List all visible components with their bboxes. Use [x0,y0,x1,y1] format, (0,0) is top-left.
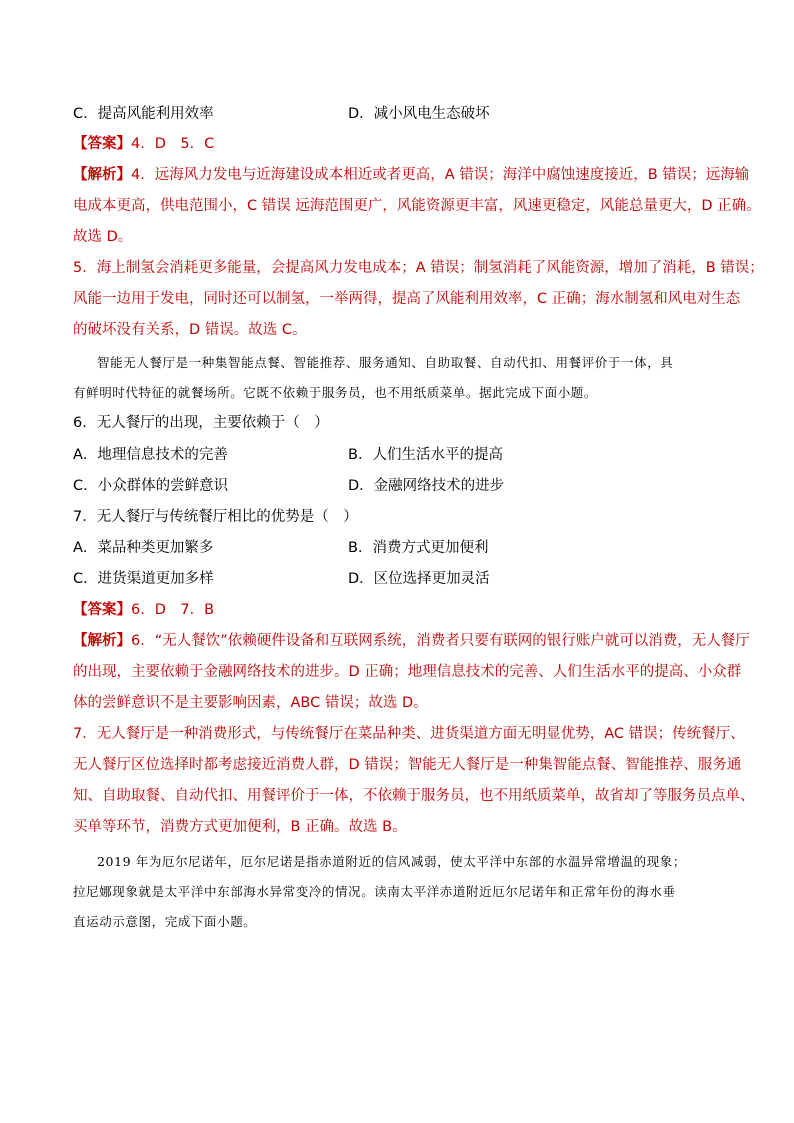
answer-block-1 [73,134,723,154]
analysis-1-line-4: 5．海上制氢会消耗更多能量，会提高风力发电成本；A 错误；制氢消耗了风能资源，增加了消耗，B 错误； [73,260,764,276]
answer-text: 6．D 7．B [131,602,215,618]
q5-option-c: C．提高风能利用效率 [73,106,214,122]
analysis-2-line-4: 7．无人餐厅是一种消费形式，与传统餐厅在菜品种类、进货渠道方面无明显优势，AC 错误；传统餐厅、 [73,726,745,742]
analysis-1-line-6: 的破坏没有关系，D 错误。故选 C。 [73,322,307,338]
analysis-2-line-7: 买单等环节，消费方式更加便利，B 正确。故选 B。 [73,819,407,835]
q7-option-d: D．区位选择更加灵活 [348,571,490,587]
analysis-1-line-2: 电成本更高，供电范围小，C 错误 远海范围更广，风能资源更丰富，风速更稳定，风能总量更大，D 正确。 [73,198,761,214]
analysis-text: 4．远海风力发电与近海建设成本相近或者更高，A 错误；海洋中腐蚀速度接近，B 错误；远海输 [131,167,750,183]
analysis-tag: 【解析】 [73,167,131,183]
analysis-1-line-1 [73,165,750,185]
q7-stem: 7．无人餐厅与传统餐厅相比的优势是（ ） [73,509,358,525]
analysis-2-line-5: 无人餐厅区位选择时都考虑接近消费人群，D 错误；智能无人餐厅是一种集智能点餐、智能推荐、服务通 [73,757,742,773]
q6-option-b: B．人们生活水平的提高 [348,447,503,463]
passage-1-line-2: 有鲜明时代特征的就餐场所。它既不依赖于服务员，也不用纸质菜单。据此完成下面小题。 [73,385,598,400]
analysis-1-line-5: 风能一边用于发电，同时还可以制氢，一举两得，提高了风能利用效率，C 正确；海水制氢和风电对生态 [73,291,741,307]
q7-option-b: B．消费方式更加便利 [348,540,489,556]
passage-2-line-3: 直运动示意图，完成下面小题。 [73,914,257,929]
analysis-2-line-2: 的出现，主要依赖于金融网络技术的进步。D 正确；地理信息技术的完善、人们生活水平的提高、小众群 [73,664,742,680]
passage-2-line-1: 2019 年为厄尔尼诺年，厄尔尼诺是指赤道附近的信风减弱，使太平洋中东部的水温异常增温的现象； [97,854,686,869]
passage-2-line-2: 拉尼娜现象就是太平洋中东部海水异常变冷的情况。读南太平洋赤道附近厄尔尼诺年和正常年份的海水垂 [73,884,676,899]
q5-option-d: D．减小风电生态破坏 [348,106,490,122]
analysis-2-line-3: 体的尝鲜意识不是主要影响因素，ABC 错误；故选 D。 [73,695,428,711]
q6-stem: 6．无人餐厅的出现，主要依赖于（ ） [73,415,329,431]
q6-option-a: A．地理信息技术的完善 [73,447,228,463]
q6-option-c: C．小众群体的尝鲜意识 [73,478,229,494]
analysis-text: 6．“无人餐饮”依赖硬件设备和互联网系统，消费者只要有联网的银行账户就可以消费，无人餐厅 [131,633,750,649]
answer-tag: 【答案】 [73,602,131,618]
passage-1-line-1: 智能无人餐厅是一种集智能点餐、智能推荐、服务通知、自助取餐、自动代扣、用餐评价于一体，具 [97,355,674,370]
q6-option-d: D．金融网络技术的进步 [348,478,505,494]
analysis-1-line-3: 故选 D。 [73,229,133,245]
q7-option-c: C．进货渠道更加多样 [73,571,214,587]
analysis-tag: 【解析】 [73,633,131,649]
q7-option-a: A．菜品种类更加繁多 [73,540,214,556]
answer-tag: 【答案】 [73,136,131,152]
analysis-2-line-6: 知、自助取餐、自动代扣、用餐评价于一体，不依赖于服务员，也不用纸质菜单，故省却了等服务员点单、 [73,788,755,804]
analysis-2-line-1 [73,631,750,651]
answer-block-2 [73,600,723,620]
answer-text: 4．D 5．C [131,136,215,152]
